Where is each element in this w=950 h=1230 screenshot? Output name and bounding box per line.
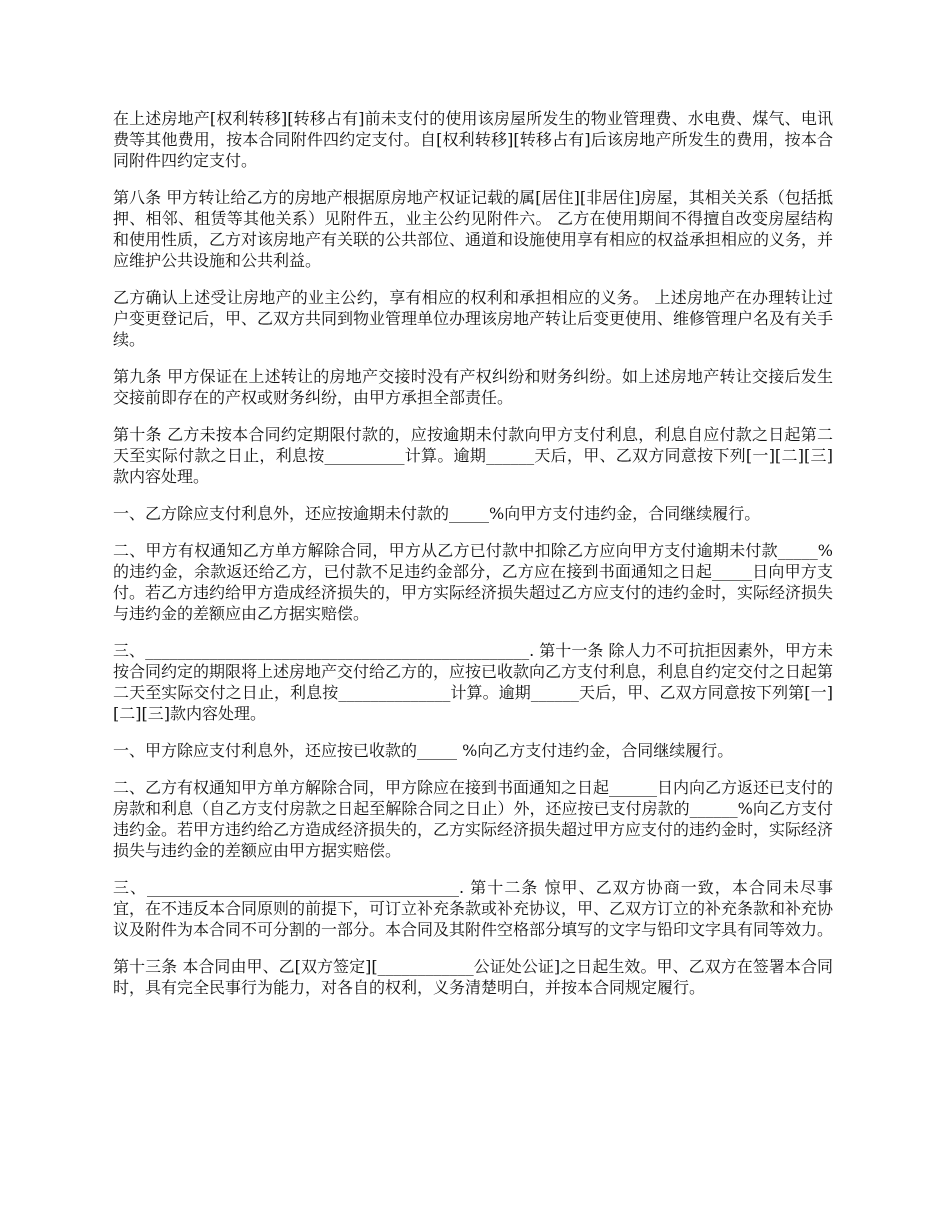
paragraph-article-12: 三、_______________________________________. 第十二条 惊甲、乙双方协商一致，本合同未尽事宜，在不违反本合同原则的前提下，可订立补充条款或补充协议，甲、乙双方订立的补充条款和补充协议及附件为本合同不可分割的一部分。本合同及其附件空格部分填写的文字与铅印文字具有同等效力。: [113, 878, 834, 939]
paragraph-owner-convention: 乙方确认上述受让房地产的业主公约，享有相应的权利和承担相应的义务。 上述房地产在办理转让过户变更登记后，甲、乙双方共同到物业管理单位办理该房地产转让后变更使用、维修管理户名及有关手续。: [113, 288, 834, 349]
paragraph-article-11-item-2: 二、乙方有权通知甲方单方解除合同，甲方除应在接到书面通知之日起______日内向乙方返还已支付的房款和利息（自乙方支付房款之日起至解除合同之日止）外，还应按已支付房款的______%向乙方支付违约金。若甲方违约给乙方造成经济损失的，乙方实际经济损失超过甲方应支付的违约金时，实际经济损失与违约金的差额应由甲方据实赔偿。: [113, 778, 834, 860]
paragraph-article-10-item-1: 一、乙方除应支付利息外，还应按逾期未付款的_____%向甲方支付违约金，合同继续履行。: [113, 504, 761, 523]
paragraph-article-9: 第九条 甲方保证在上述转让的房地产交接时没有产权纠纷和财务纠纷。如上述房地产转让交接后发生交接前即存在的产权或财务纠纷，由甲方承担全部责任。: [113, 367, 833, 407]
paragraph-article-13: 第十三条 本合同由甲、乙[双方签定][____________公证处公证]之日起生效。甲、乙双方在签署本合同时，具有完全民事行为能力，对各自的权利，义务清楚明白，并按本合同规定履行。: [113, 957, 833, 997]
paragraph-article-8: 第八条 甲方转让给乙方的房地产根据原房地产权证记载的属[居住][非居住]房屋，其相关关系（包括抵押、相邻、租赁等其他关系）见附件五，业主公约见附件六。 乙方在使用期间不得擅自改变房屋结构和使用性质，乙方对该房地产有关联的公共部位、通道和设施使用享有相应的权益承担相应的义务，并应维护公共设施和公共利益。: [113, 188, 834, 270]
paragraph-article-10-item-2: 二、甲方有权通知乙方单方解除合同，甲方从乙方已付款中扣除乙方应向甲方支付逾期未付款_____%的违约金，余款返还给乙方，已付款不足违约金部分，乙方应在接到书面通知之日起_____日向甲方支付。若乙方违约给甲方造成经济损失的，甲方实际经济损失超过乙方应支付的违约金时，实际经济损失与违约金的差额应由乙方据实赔偿。: [113, 541, 834, 623]
document-body: [113, 108, 833, 1014]
paragraph-property-fees: 在上述房地产[权利转移][转移占有]前未支付的使用该房屋所发生的物业管理费、水电费、煤气、电讯费等其他费用，按本合同附件四约定支付。自[权利转移][转移占有]后该房地产所发生的费用，按本合同附件四约定支付。: [113, 109, 833, 170]
paragraph-article-11: 三、________________________________________________. 第十一条 除人力不可抗拒因素外，甲方未按合同约定的期限将上述房地产交付给乙方的，应按已收款向乙方支付利息，利息自约定交付之日起第二天至实际交付之日止，利息按______________计算。逾期______天后，甲、乙双方同意按下列第[一][二][三]款内容处理。: [113, 641, 834, 723]
paragraph-article-10: 第十条 乙方未按本合同约定期限付款的，应按逾期未付款向甲方支付利息，利息自应付款之日起第二天至实际付款之日止，利息按__________计算。逾期______天后，甲、乙双方同意按下列[一][二][三]款内容处理。: [113, 425, 833, 486]
paragraph-article-11-item-1: 一、甲方除应支付利息外，还应按已收款的_____ %向乙方支付违约金，合同继续履行。: [113, 741, 734, 760]
